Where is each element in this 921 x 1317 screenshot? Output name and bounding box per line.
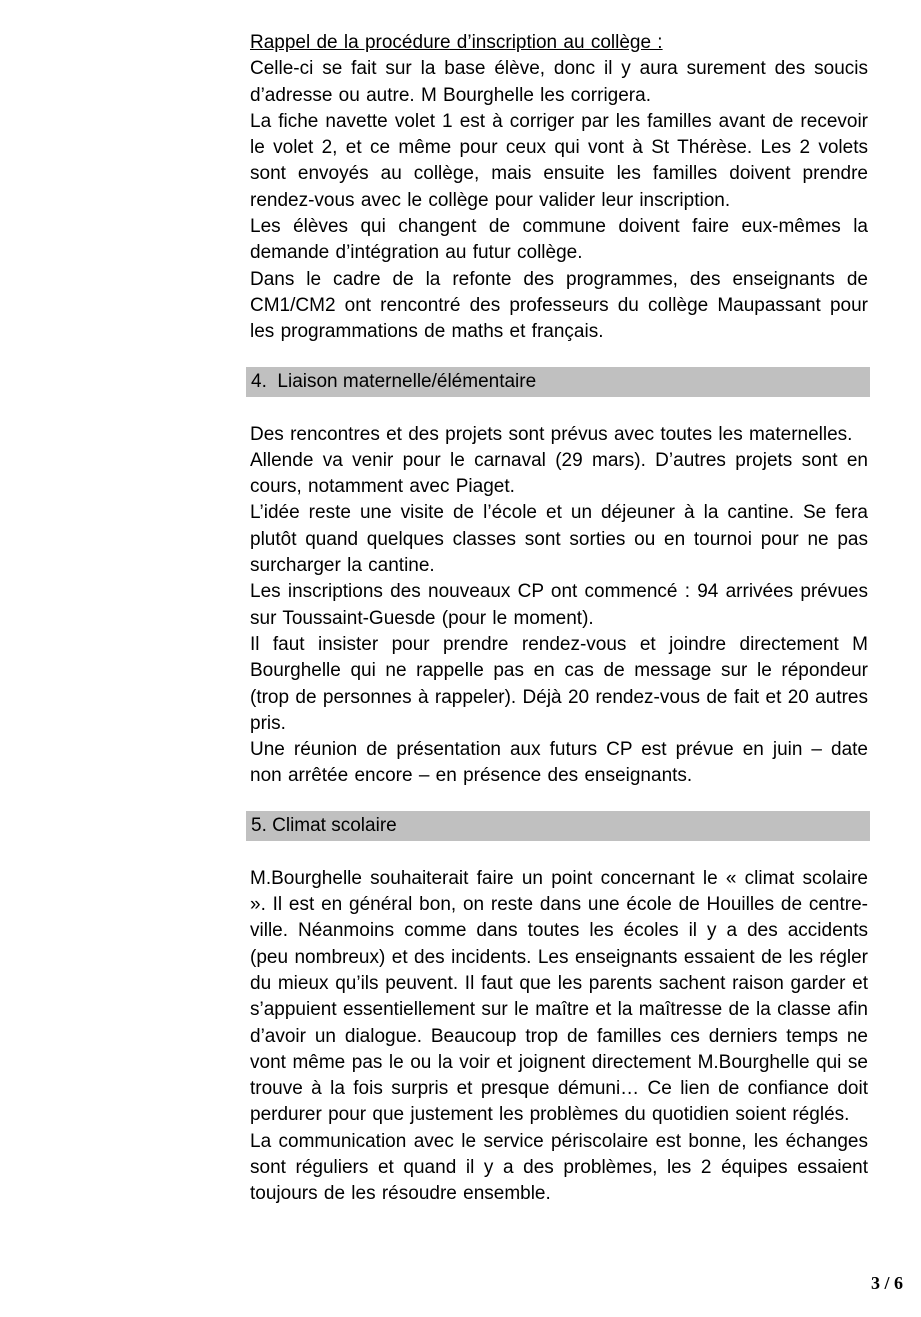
paragraph: La communication avec le service périscolaire est bonne, les échanges sont réguliers et quand il y a des problèmes, les 2 équipes essaient toujours de les résoudre ensemble. <box>250 1130 868 1205</box>
paragraph: M.Bourghelle souhaiterait faire un point concernant le « climat scolaire ». Il est en général bon, on reste dans une école de Houilles de centre-ville. Néanmoins comme dans toutes les écoles il y a des accidents (peu nombreux) et des incidents. Les enseignants essaient de les régler du mieux qu’ils peuvent. Il faut que les parents sachent raison garder et s’appuient essentiellement sur le maître et la maîtresse de la classe afin d’avoir un dialogue. Beaucoup trop de familles ces derniers temps ne vont même pas le ou la voir et joignent directement M.Bourghelle qui se trouve à la fois surpris et presque démuni… Ce lien de confiance doit perdurer pour que justement les problèmes du quotidien soient réglés. <box>250 867 868 1126</box>
paragraph-rappel-heading: Rappel de la procédure d’inscription au collège : <box>250 32 663 53</box>
paragraph: Les inscriptions des nouveaux CP ont commencé : 94 arrivées prévues sur Toussaint-Guesde (pour le moment). <box>250 581 868 629</box>
paragraph: Dans le cadre de la refonte des programmes, des enseignants de CM1/CM2 ont rencontré des professeurs du collège Maupassant pour les programmations de maths et français. <box>250 268 868 343</box>
paragraph: La fiche navette volet 1 est à corriger par les familles avant de recevoir le volet 2, et ce même pour ceux qui vont à St Thérèse. Les 2 volets sont envoyés au collège, mais ensuite les familles doivent prendre rendez-vous avec le collège pour valider leur inscription. <box>250 110 868 211</box>
paragraph: Les élèves qui changent de commune doivent faire eux-mêmes la demande d’intégration au futur collège. <box>250 216 868 264</box>
paragraph: Il faut insister pour prendre rendez-vous et joindre directement M Bourghelle qui ne rappelle pas en cas de message sur le répondeur (trop de personnes à rappeler). Déjà 20 rendez-vous de fait et 20 autres pris. <box>250 633 868 734</box>
section-heading-4-liaison: 4. Liaison maternelle/élémentaire <box>246 367 870 397</box>
paragraph: Une réunion de présentation aux futurs CP est prévue en juin – date non arrêtée encore – en présence des enseignants. <box>250 739 868 787</box>
paragraph: Celle-ci se fait sur la base élève, donc il y aura surement des soucis d’adresse ou autre. M Bourghelle les corrigera. <box>250 58 868 106</box>
paragraph: Des rencontres et des projets sont prévus avec toutes les maternelles. <box>250 423 853 445</box>
page-number: 3 / 6 <box>870 1273 903 1293</box>
section-heading-5-climat: 5. Climat scolaire <box>246 811 870 841</box>
page-content <box>250 30 868 1208</box>
paragraph: L’idée reste une visite de l’école et un déjeuner à la cantine. Se fera plutôt quand quelques classes sont sorties ou en tournoi pour ne pas surcharger la cantine. <box>250 502 868 577</box>
paragraph: Allende va venir pour le carnaval (29 mars). D’autres projets sont en cours, notamment avec Piaget. <box>250 449 868 498</box>
